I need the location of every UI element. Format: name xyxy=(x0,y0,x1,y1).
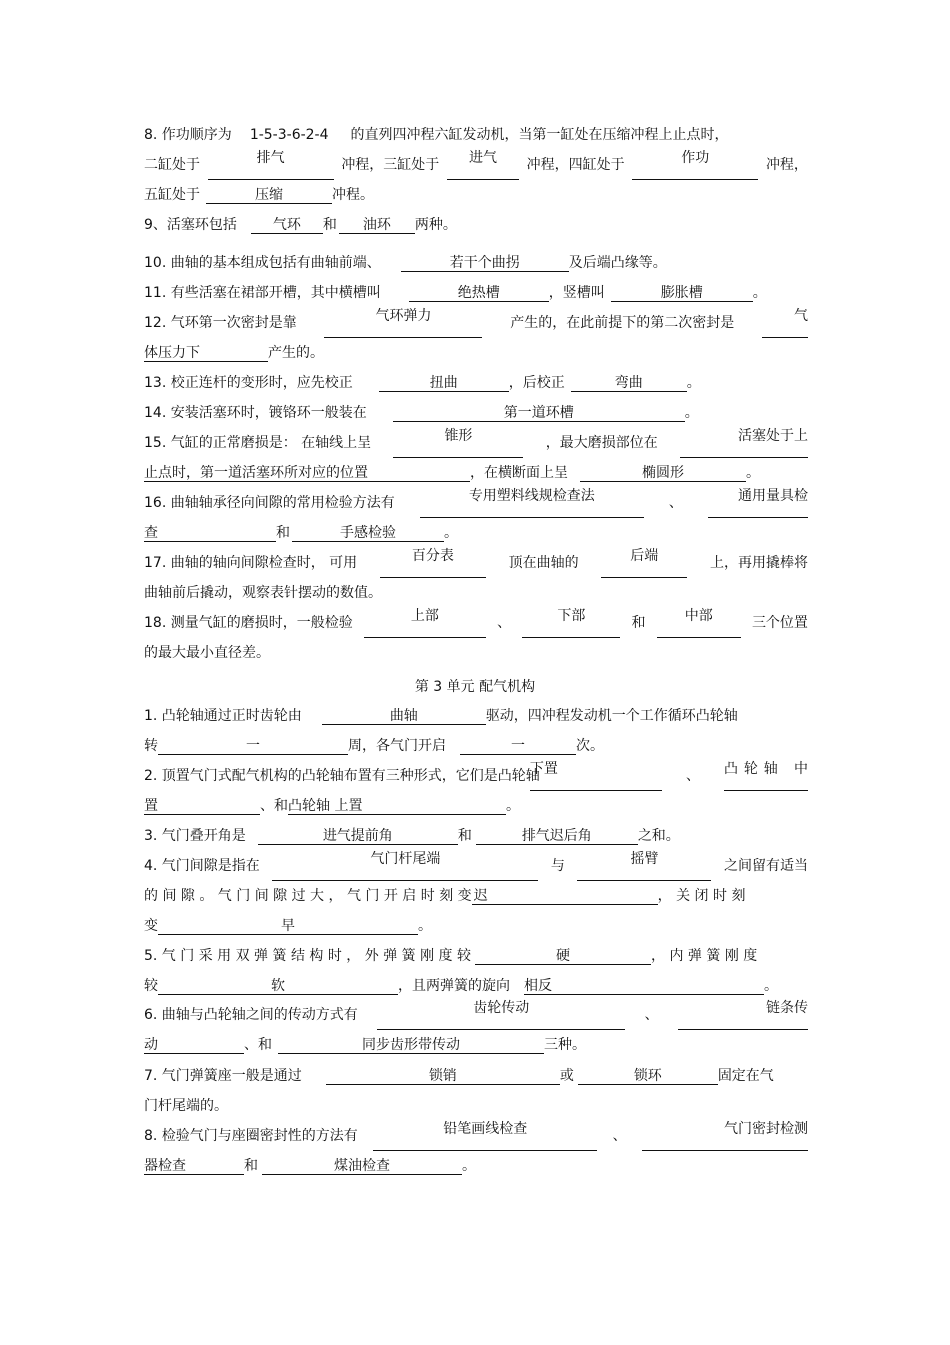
blank-cylinder3: 进气 xyxy=(447,150,519,180)
blank-max-wear-part2: 止点时，第一道活塞环所对应的位置 xyxy=(144,465,470,482)
s4-line3 xyxy=(144,911,808,941)
s7-text: 固定在气 xyxy=(717,1068,774,1084)
blank-seal-tester-part1: 气门密封检测 xyxy=(642,1121,808,1151)
blank-lock-ring: 锁环 xyxy=(578,1068,718,1085)
s4-text: ， 关 闭 时 刻 xyxy=(657,888,746,904)
q18-line2 xyxy=(144,638,808,668)
q17-text: 上，再用撬棒将 xyxy=(709,555,808,571)
s5-text: ， 内 弹 簧 刚 度 xyxy=(651,948,758,964)
blank-exhaust-lag: 排气迟后角 xyxy=(476,828,638,845)
q12-line1 xyxy=(144,308,808,338)
q17-line2 xyxy=(144,578,808,608)
q8-line3 xyxy=(144,180,808,210)
s6-line1 xyxy=(144,1000,808,1030)
blank-cylinder4: 作功 xyxy=(632,150,758,180)
q12-text: 产生的。 xyxy=(268,345,324,361)
s2-text: 、 xyxy=(685,768,700,784)
q8-text: 冲程。 xyxy=(332,187,374,203)
q16-line1 xyxy=(144,488,808,518)
blank-gauge-part2: 查 xyxy=(144,525,276,542)
s3-text: 3. 气门叠开角是 xyxy=(144,828,246,844)
blank-camshaft-turns: 一 xyxy=(158,738,348,755)
blank-chain-drive-part1: 链条传 xyxy=(678,1000,808,1030)
q10-text: 10. 曲轴的基本组成包括有曲轴前端、 xyxy=(144,255,381,271)
section-title: 第 3 单元 配气机构 xyxy=(414,679,536,695)
q14-text: 14. 安装活塞环时，镀铬环一般装在 xyxy=(144,405,367,421)
blank-feel: 手感检验 xyxy=(292,525,444,542)
blank-gauge-part1: 通用量具检 xyxy=(708,488,808,518)
q18-text: 、 xyxy=(497,615,512,631)
q16-text: 。 xyxy=(444,525,458,541)
s6-text: 三种。 xyxy=(544,1037,586,1053)
q13-text: 13. 校正连杆的变形时，应先校正 xyxy=(144,375,353,391)
q13-line xyxy=(144,368,808,398)
blank-pencil-line: 铅笔画线检查 xyxy=(373,1121,597,1151)
blank-ellipse: 椭圆形 xyxy=(580,465,746,482)
s8-text: 和 xyxy=(244,1158,258,1174)
q15-line1 xyxy=(144,428,808,458)
q15-text: 。 xyxy=(746,465,760,481)
q14-text: 。 xyxy=(684,405,699,421)
s4-line1 xyxy=(144,851,808,881)
q10-text: 及后端凸缘等。 xyxy=(568,255,667,271)
q8-text: 8. 作功顺序为 xyxy=(144,127,232,143)
s6-text: 、和 xyxy=(244,1037,272,1053)
s5-text: 较 xyxy=(144,978,158,994)
s5-text: ，且两弹簧的旋向 xyxy=(398,978,510,994)
s8-line1 xyxy=(144,1121,808,1151)
blank-rocker: 摇臂 xyxy=(577,851,711,881)
s1-text: 1. 凸轮轴通过正时齿轮由 xyxy=(144,708,302,724)
q17-line1 xyxy=(144,548,808,578)
q8-line1 xyxy=(144,120,808,150)
blank-open-late: 迟 xyxy=(472,888,658,905)
q8-text: 冲程， xyxy=(765,157,808,173)
blank-lower-mount: 下置 xyxy=(530,761,662,791)
blank-kerosene: 煤油检查 xyxy=(262,1158,462,1175)
q18-text: 18. 测量气缸的磨损时，一般检验 xyxy=(144,615,353,631)
q18-line1 xyxy=(144,608,808,638)
blank-opposite-winding: 相反 xyxy=(524,978,764,995)
s2-line1 xyxy=(144,761,808,791)
blank-chain-drive-part2: 动 xyxy=(144,1037,244,1054)
blank-horizontal-slot: 绝热槽 xyxy=(409,285,549,302)
s1-text: 次。 xyxy=(576,738,604,754)
s7-line2 xyxy=(144,1091,808,1121)
blank-valve-opens: 一 xyxy=(460,738,576,755)
s2-text: 2. 顶置气门式配气机构的凸轮轴布置有三种形式，它们是凸轮轴 xyxy=(144,768,540,784)
s7-text: 7. 气门弹簧座一般是通过 xyxy=(144,1068,302,1084)
s3-line xyxy=(144,821,808,851)
blank-gear-drive: 齿轮传动 xyxy=(377,1000,625,1030)
blank-lower: 下部 xyxy=(522,608,620,638)
q8-text: 冲程，三缸处于 xyxy=(341,157,440,173)
q16-text: 、 xyxy=(668,495,683,511)
s5-line1 xyxy=(144,941,808,971)
q11-text: 。 xyxy=(752,285,767,301)
s5-line2 xyxy=(144,971,808,1001)
blank-vertical-slot: 膨胀槽 xyxy=(611,285,753,302)
blank-gas-ring: 气环 xyxy=(251,217,323,234)
blank-bend: 弯曲 xyxy=(571,375,687,392)
s5-text: 5. 气 门 采 用 双 弹 簧 结 构 时 ， 外 弹 簧 刚 度 较 xyxy=(144,948,472,964)
q12-text: 12. 气环第一次密封是靠 xyxy=(144,315,297,331)
q9-text: 和 xyxy=(322,217,337,233)
q16-text: 和 xyxy=(276,525,290,541)
blank-upper-mount: 凸轮轴 上置 xyxy=(288,798,506,815)
blank-plastigauge: 专用塑料线规检查法 xyxy=(420,488,644,518)
s2-line2 xyxy=(144,791,808,821)
blank-middle-mount-part2: 置 xyxy=(144,798,260,815)
s4-line2 xyxy=(144,881,808,911)
s4-text: 与 xyxy=(550,858,565,874)
q17-text: 顶在曲轴的 xyxy=(508,555,579,571)
blank-rear-end: 后端 xyxy=(601,548,687,578)
s7-text: 门杆尾端的。 xyxy=(144,1098,228,1114)
q18-text: 的最大最小直径差。 xyxy=(144,645,270,661)
q14-line xyxy=(144,398,808,428)
q9-line xyxy=(144,210,808,240)
q10-line xyxy=(144,248,808,278)
q8-line2 xyxy=(144,150,808,180)
s8-line2 xyxy=(144,1151,808,1181)
q13-text: ，后校正 xyxy=(508,375,565,391)
blank-twist: 扭曲 xyxy=(379,375,509,392)
s1-text: 驱动，四冲程发动机一个工作循环凸轮轴 xyxy=(485,708,738,724)
s4-text: 。 xyxy=(418,918,432,934)
s8-text: 、 xyxy=(612,1128,627,1144)
q8-firing-order: 1-5-3-6-2-4 xyxy=(249,127,329,143)
q12-text: 产生的，在此前提下的第二次密封是 xyxy=(510,315,735,331)
s7-text: 或 xyxy=(559,1068,574,1084)
s2-text: 。 xyxy=(506,798,520,814)
blank-crankshaft: 曲轴 xyxy=(322,708,486,725)
q15-text: ，最大磨损部位在 xyxy=(545,435,658,451)
s4-text: 之间留有适当 xyxy=(724,858,808,874)
q15-line2 xyxy=(144,458,808,488)
blank-seal-tester-part2: 器检查 xyxy=(144,1158,244,1175)
q11-text: ，竖槽叫 xyxy=(548,285,605,301)
s1-text: 转 xyxy=(144,738,158,754)
blank-cylinder5: 压缩 xyxy=(206,187,332,204)
s1-line1 xyxy=(144,701,808,731)
q17-text: 17. 曲轴的轴向间隙检查时， 可用 xyxy=(144,555,358,571)
blank-max-wear-part1: 活塞处于上 xyxy=(680,428,808,458)
s4-text: 变 xyxy=(144,918,158,934)
blank-lock-pin: 锁销 xyxy=(326,1068,560,1085)
q13-text: 。 xyxy=(686,375,701,391)
q16-line2 xyxy=(144,518,808,548)
q15-text: 15. 气缸的正常磨损是： 在轴线上呈 xyxy=(144,435,372,451)
s1-line2 xyxy=(144,731,808,761)
blank-taper: 锥形 xyxy=(393,428,523,458)
q8-text: 冲程，四缸处于 xyxy=(526,157,625,173)
blank-upper: 上部 xyxy=(364,608,486,638)
blank-oil-ring: 油环 xyxy=(339,217,415,234)
q9-text: 9、活塞环包括 xyxy=(144,217,237,233)
s3-text: 和 xyxy=(457,828,472,844)
q12-line2 xyxy=(144,338,808,368)
s2-text: 、和 xyxy=(260,798,288,814)
q11-text: 11. 有些活塞在裙部开槽，其中横槽叫 xyxy=(144,285,381,301)
blank-first-groove: 第一道环槽 xyxy=(393,405,685,422)
s8-text: 。 xyxy=(462,1158,476,1174)
blank-intake-advance: 进气提前角 xyxy=(258,828,458,845)
s3-text: 之和。 xyxy=(637,828,680,844)
blank-first-seal: 气环弹力 xyxy=(324,308,482,338)
q8-text: 二缸处于 xyxy=(144,157,200,173)
blank-inner-soft: 软 xyxy=(158,978,398,995)
q17-text: 曲轴前后撬动，观察表针摆动的数值。 xyxy=(144,585,382,601)
blank-second-seal-part1: 气 xyxy=(762,308,808,338)
blank-close-early: 早 xyxy=(158,918,418,935)
s6-line2 xyxy=(144,1030,808,1060)
blank-middle-mount-part1: 凸轮轴 中 xyxy=(724,761,808,791)
q9-text: 两种。 xyxy=(414,217,457,233)
blank-outer-stiff: 硬 xyxy=(475,948,651,965)
q15-text: ，在横断面上呈 xyxy=(470,465,568,481)
q11-line xyxy=(144,278,808,308)
s7-line1 xyxy=(144,1061,808,1091)
q8-text: 的直列四冲程六缸发动机，当第一缸处在压缩冲程上止点时， xyxy=(350,127,729,143)
s1-text: 周，各气门开启 xyxy=(348,738,446,754)
q18-text: 和 xyxy=(631,615,646,631)
s4-text: 4. 气门间隙是指在 xyxy=(144,858,260,874)
s5-text: 。 xyxy=(764,978,778,994)
blank-stem-end: 气门杆尾端 xyxy=(272,851,538,881)
s6-text: 6. 曲轴与凸轮轴之间的传动方式有 xyxy=(144,1007,358,1023)
blank-crank-throws: 若干个曲拐 xyxy=(401,255,569,272)
q16-text: 16. 曲轴轴承径向间隙的常用检验方法有 xyxy=(144,495,395,511)
s8-text: 8. 检验气门与座圈密封性的方法有 xyxy=(144,1128,358,1144)
q18-text: 三个位置 xyxy=(751,615,808,631)
blank-second-seal-part2: 体压力下 xyxy=(144,345,268,362)
q8-text: 五缸处于 xyxy=(144,187,200,203)
s6-text: 、 xyxy=(644,1007,659,1023)
blank-cylinder2: 排气 xyxy=(208,150,334,180)
s4-text: 的 间 隙 。 气 门 间 隙 过 大 ， 气 门 开 启 时 刻 变 xyxy=(144,888,472,904)
blank-timing-belt: 同步齿形带传动 xyxy=(278,1037,544,1054)
blank-dial-gauge: 百分表 xyxy=(380,548,486,578)
blank-middle: 中部 xyxy=(657,608,741,638)
